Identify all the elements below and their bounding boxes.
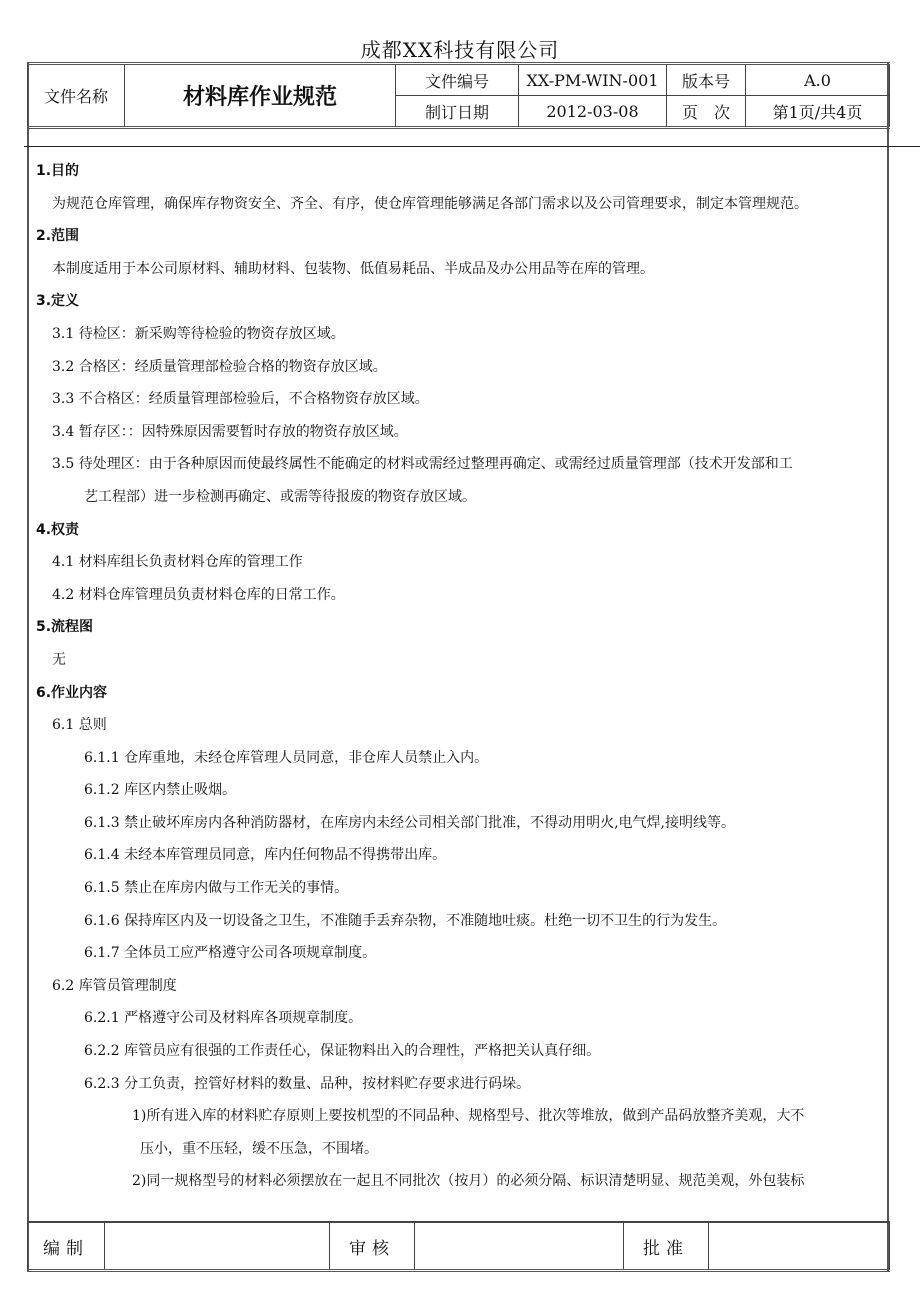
paragraph-line: 6.2 库管员管理制度 [52,977,177,994]
paragraph-line: 艺工程部）进一步检测再确定、或需等待报废的物资存放区域。 [84,488,476,505]
divider [24,146,920,147]
file-name-label: 文件名称 [28,64,125,128]
paragraph-line: 6.1 总则 [52,717,107,734]
paragraph-line: 6.2.2 库管员应有很强的工作责任心，保证物料出入的合理性，严格把关认真仔细。 [84,1043,601,1060]
section-heading: 4.权责 [36,521,80,538]
document-header-table [27,62,890,129]
paragraph-line: 4.2 材料仓库管理员负责材料仓库的日常工作。 [52,586,345,603]
paragraph-line: 3.3 不合格区：经质量管理部检验后，不合格物资存放区域。 [52,391,429,408]
prepared-label: 编制 [28,1222,105,1271]
doc-number-value: XX-PM-WIN-001 [519,64,667,96]
paragraph-line: 3.2 合格区：经质量管理部检验合格的物资存放区域。 [52,358,387,375]
signature-table [27,1221,890,1272]
section-heading: 2.范围 [36,228,80,245]
paragraph-line: 6.2.1 严格遵守公司及材料库各项规章制度。 [84,1010,363,1027]
page-label: 页 次 [667,96,746,128]
version-label: 版本号 [667,64,746,96]
approved-value [709,1222,890,1271]
prepared-value [105,1222,330,1271]
date-label: 制订日期 [396,96,519,128]
paragraph-line: 本制度适用于本公司原材料、辅助材料、包装物、低值易耗品、半成品及办公用品等在库的管理。 [52,260,654,277]
section-heading: 6.作业内容 [36,684,108,701]
paragraph-line: 1)所有进入库的材料贮存原则上要按机型的不同品种、规格型号、批次等堆放，做到产品码放整齐美观，大不 [132,1108,805,1125]
paragraph-line: 压小，重不压轻，缓不压急，不围堵。 [140,1140,378,1157]
reviewed-label: 审核 [330,1222,415,1271]
paragraph-line: 6.1.5 禁止在库房内做与工作无关的事情。 [84,880,349,897]
approved-label: 批准 [624,1222,709,1271]
section-heading: 3.定义 [36,293,80,310]
version-value: A.0 [746,64,890,96]
paragraph-line: 6.1.4 未经本库管理员同意，库内任何物品不得携带出库。 [84,847,447,864]
paragraph-line: 6.1.6 保持库区内及一切设备之卫生，不准随手丢弃杂物，不准随地吐痰。杜绝一切不卫生的行为发生。 [84,912,727,929]
paragraph-line: 6.1.1 仓库重地，未经仓库管理人员同意，非仓库人员禁止入内。 [84,749,489,766]
reviewed-value [415,1222,624,1271]
paragraph-line: 6.1.2 库区内禁止吸烟。 [84,782,237,799]
paragraph-line: 2)同一规格型号的材料必须摆放在一起且不同批次（按月）的必须分隔、标识清楚明显、规范美观，外包装标 [132,1173,805,1190]
paragraph-line: 6.1.7 全体员工应严格遵守公司各项规章制度。 [84,945,377,962]
document-title: 材料库作业规范 [125,64,396,128]
paragraph-line: 为规范仓库管理，确保库存物资安全、齐全、有序，使仓库管理能够满足各部门需求以及公司管理要求，制定本管理规范。 [52,195,808,212]
section-heading: 1.目的 [36,163,80,179]
paragraph-line: 6.1.3 禁止破坏库房内各种消防器材，在库房内未经公司相关部门批准，不得动用明火,电气焊,接明线等。 [84,814,735,831]
doc-number-label: 文件编号 [396,64,519,96]
date-value: 2012-03-08 [519,96,667,128]
paragraph-line: 3.5 待处理区：由于各种原因而使最终属性不能确定的材料或需经过整理再确定、或需经过质量管理部（技术开发部和工 [52,456,793,473]
section-heading: 5.流程图 [36,619,94,636]
paragraph-line: 4.1 材料库组长负责材料仓库的管理工作 [52,554,303,571]
document-body [36,155,886,1198]
paragraph-line: 3.4 暂存区：：因特殊原因需要暂时存放的物资存放区域。 [52,423,408,440]
company-name: 成都XX科技有限公司 [360,38,560,62]
paragraph-line: 3.1 待检区：新采购等待检验的物资存放区域。 [52,325,345,342]
page-value: 第1页/共4页 [746,96,890,128]
paragraph-line: 无 [52,651,66,668]
paragraph-line: 6.2.3 分工负责，控管好材料的数量、品种，按材料贮存要求进行码垛。 [84,1075,531,1092]
